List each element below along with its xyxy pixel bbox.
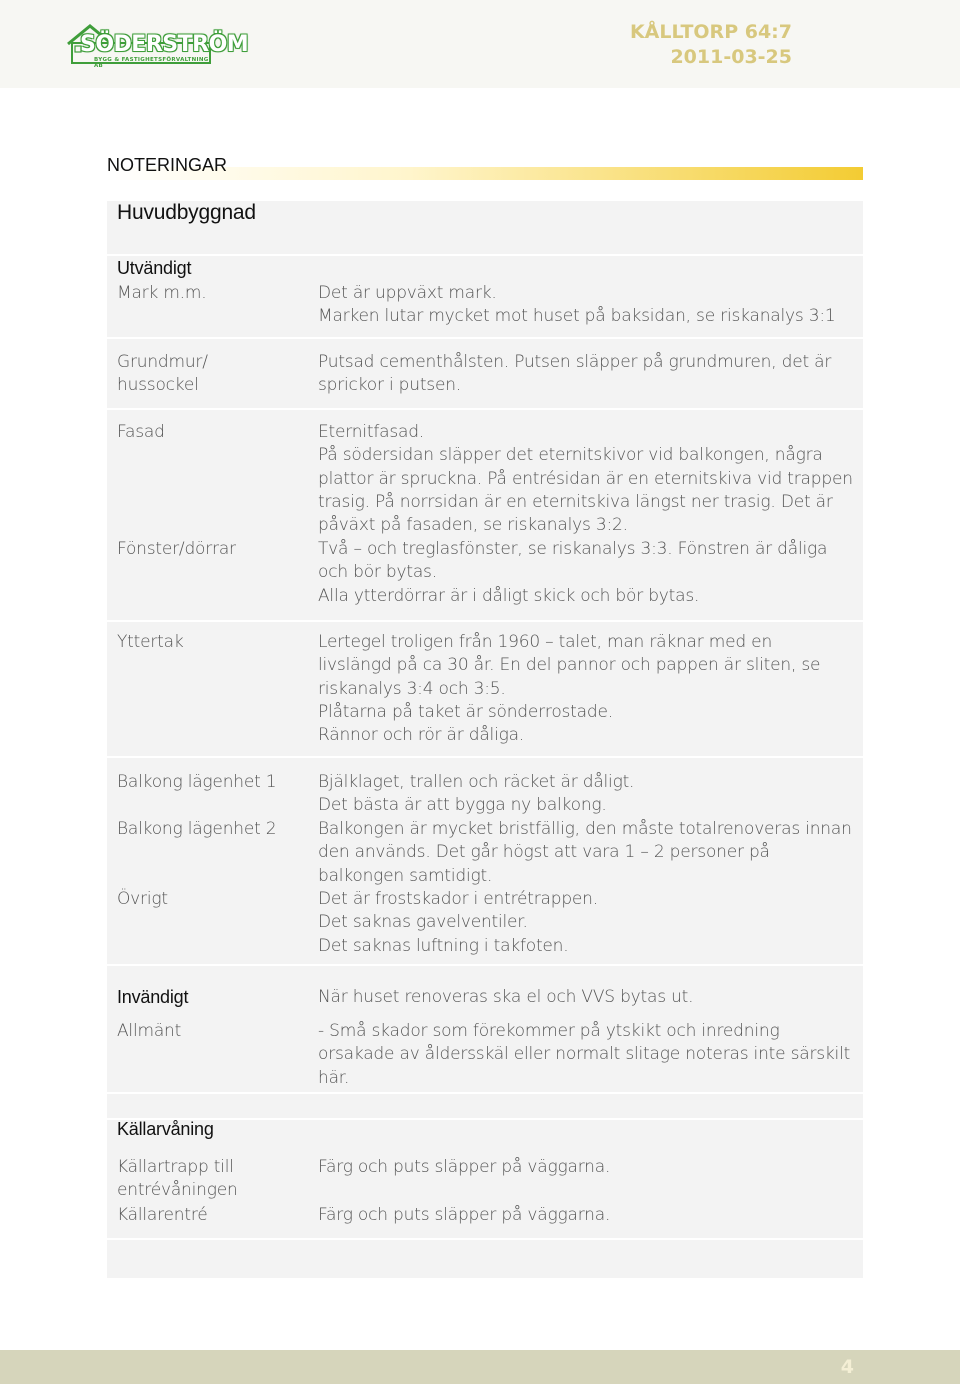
row-text: Bjälklaget, trallen och räcket är dåligt. Det bästa är att bygga ny balkong. [318,772,635,816]
row-text: Balkongen är mycket bristfällig, den måste totalrenoveras innan den används. Det går högst att vara 1 – 2 personer på balkongen samtidigt. [318,819,852,886]
report-date: 2011-03-25 [670,46,792,68]
row-label: Källartrapp till entrévåningen [117,1157,238,1201]
row-text: Det är uppväxt mark. Marken lutar mycket mot huset på baksidan, se riskanalys 3:1 [318,283,836,327]
document-title [630,20,792,70]
page-footer [0,1350,960,1384]
row-label: Allmänt [117,1021,182,1041]
row-label: Yttertak [117,632,184,652]
row-text: Det är frostskador i entrétrappen. Det saknas gavelventiler. Det saknas luftning i takfoten. [318,889,598,956]
notes-heading: NOTERINGAR [107,155,228,175]
row-label: Fasad [117,422,165,442]
section-heading-basement: Källarvåning [117,1119,214,1139]
property-designation: KÅLLTORP 64:7 [629,21,792,43]
subheading-interior: Invändigt [117,987,189,1007]
row-text: Lertegel troligen från 1960 – talet, man räknar med en livslängd på ca 30 år. En del pannor och pappen är sliten, se riskanalys 3:4 och 3:5. Plåtarna på taket är sönderrostade. Rännor och rör är dåliga. [318,632,821,746]
row-text: När huset renoveras ska el och VVS bytas ut. [318,987,694,1007]
row-text: Två – och treglasfönster, se riskanalys 3:3. Fönstren är dåliga och bör bytas. Alla ytterdörrar är i dåligt skick och bör bytas. [318,539,828,606]
row-label: Balkong lägenhet 2 [117,819,277,839]
row-divider [107,408,863,410]
row-divider [107,1238,863,1240]
section-divider [107,254,863,256]
row-divider [107,337,863,339]
row-text: Putsad cementhålsten. Putsen släpper på grundmuren, det är sprickor i putsen. [318,352,832,396]
row-label: Balkong lägenhet 1 [117,772,277,792]
subheading-exterior: Utvändigt [117,258,192,278]
logo-tagline: BYGG & FASTIGHETSFÖRVALTNING AB [94,57,209,69]
company-logo [66,22,249,69]
row-label: Fönster/dörrar [117,539,236,559]
logo-wordmark: SÖDERSTRÖM [80,32,249,57]
row-label: Övrigt [117,889,168,909]
row-divider [107,756,863,758]
row-text: Färg och puts släpper på väggarna. [318,1157,611,1177]
row-label: Grundmur/ hussockel [117,352,208,396]
page-number: 4 [840,1356,854,1378]
row-label: Mark m.m. [117,283,207,303]
row-text: Eternitfasad. På södersidan släpper det eternitskivor vid balkongen, några plattor är spruckna. På entrésidan är en eternitskiva vid trappen trasig. På norrsidan är en eternitskiva längst ner trasig. Det är påväxt på fasaden, se riskanalys 3:2. [318,422,853,536]
row-text: - Små skador som förekommer på ytskikt och inredning orsakade av åldersskäl eller normalt slitage noteras inte särskilt här. [318,1021,851,1088]
row-divider [107,964,863,966]
row-label: Källarentré [117,1205,208,1225]
section-divider [107,1092,863,1094]
row-divider [107,620,863,622]
row-text: Färg och puts släpper på väggarna. [318,1205,611,1225]
section-divider [107,1118,863,1120]
section-heading-main-building: Huvudbyggnad [117,201,256,224]
